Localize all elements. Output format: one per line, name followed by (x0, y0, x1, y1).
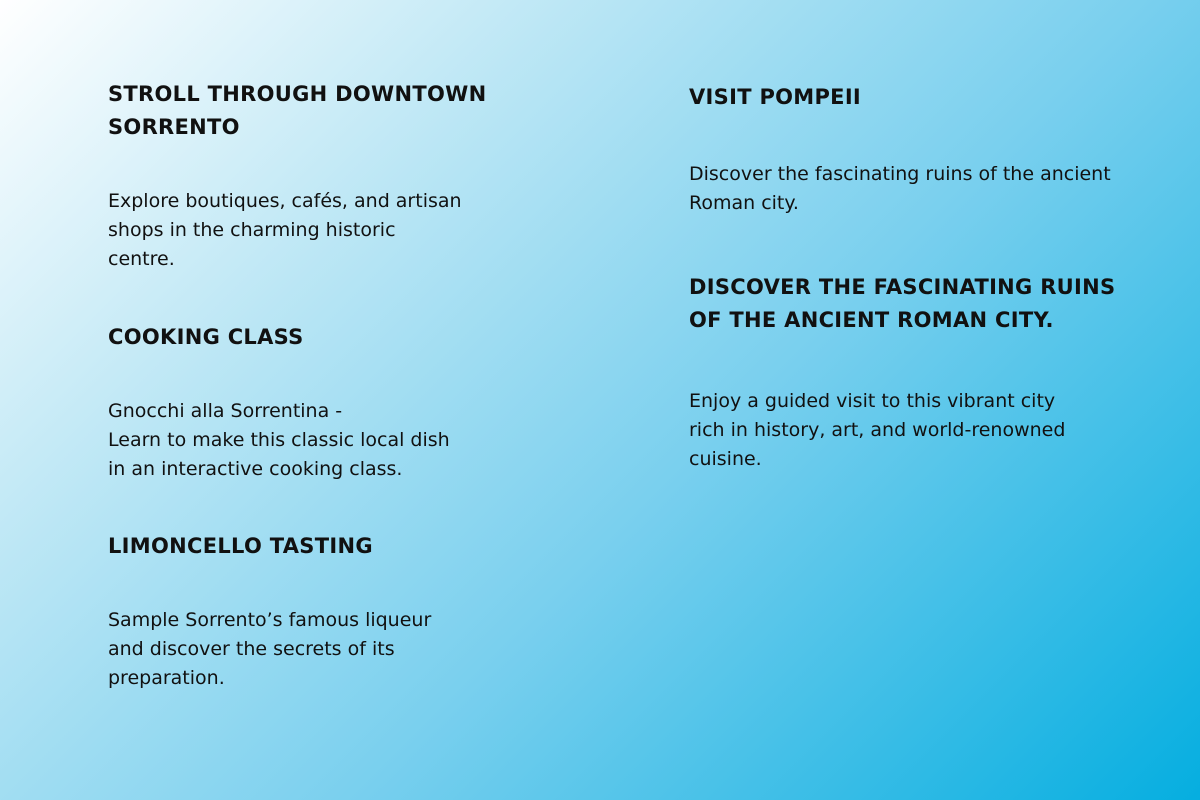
body-stroll-downtown-sorrento: Explore boutiques, cafés, and artisan shops in the charming historic centre. (108, 190, 462, 270)
body-cooking-class: Gnocchi alla Sorrentina - Learn to make this classic local dish in an interactive cooking class. (108, 400, 450, 480)
heading-visit-pompeii: VISIT POMPEII (689, 85, 862, 109)
heading-stroll-downtown-sorrento: STROLL THROUGH DOWNTOWN SORRENTO (108, 82, 487, 139)
heading-discover-ruins: DISCOVER THE FASCINATING RUINS OF THE ANCIENT ROMAN CITY. (689, 275, 1116, 332)
heading-cooking-class: COOKING CLASS (108, 325, 304, 349)
body-discover-ruins: Enjoy a guided visit to this vibrant city rich in history, art, and world-renowned cuisine. (689, 390, 1066, 470)
body-visit-pompeii: Discover the fascinating ruins of the ancient Roman city. (689, 163, 1111, 214)
heading-limoncello-tasting: LIMONCELLO TASTING (108, 534, 373, 558)
body-limoncello-tasting: Sample Sorrento’s famous liqueur and discover the secrets of its preparation. (108, 609, 432, 689)
